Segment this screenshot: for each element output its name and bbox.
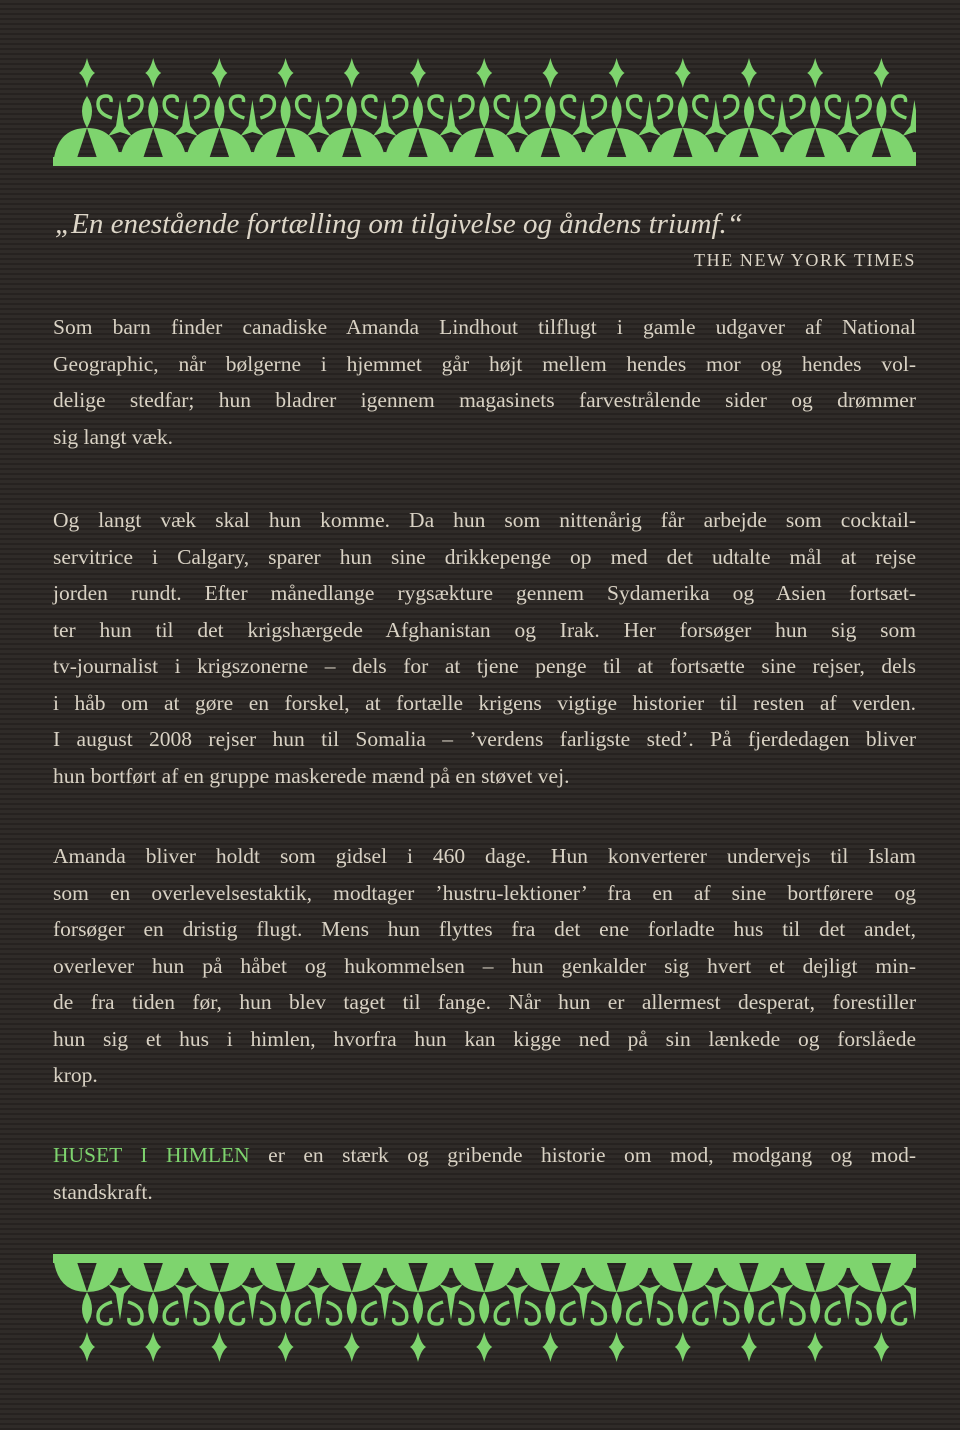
book-title: HUSET I HIMLEN bbox=[53, 1143, 250, 1167]
ornamental-border-top bbox=[0, 40, 960, 170]
text-line: delige stedfar; hun bladrer igennem magasinets farvestrålende sider og drømmer bbox=[53, 388, 916, 412]
text-line: Amanda bliver holdt som gidsel i 460 dage. Hun konverterer undervejs til Islam bbox=[53, 844, 916, 868]
text-line: Geographic, når bølgerne i hjemmet går højt mellem hendes mor og hendes vol- bbox=[53, 351, 916, 376]
text-line: ter hun til det krigshærgede Afghanistan og Irak. Her forsøger hun sig som bbox=[53, 617, 916, 642]
review-quote: „En enestående fortælling om tilgivelse og åndens triumf.“ bbox=[55, 208, 743, 240]
text-line: forsøger en dristig flugt. Mens hun flyttes fra det ene forladte hus til det andet, bbox=[53, 917, 916, 941]
text-line: tv-journalist i krigszonerne – dels for at tjene penge til at fortsætte sine rejser, dels bbox=[53, 654, 916, 678]
text-line: som en overlevelsestaktik, modtager ’hustru-lektioner’ fra en af sine bortførere og bbox=[53, 880, 916, 905]
paragraph-3 bbox=[53, 838, 916, 1094]
text-line: Og langt væk skal hun komme. Da hun som nittenårig får arbejde som cocktail- bbox=[53, 508, 916, 532]
text-line: de fra tiden før, hun blev taget til fange. Når hun er allermest desperat, forestiller bbox=[53, 990, 916, 1014]
text-line: overlever hun på håbet og hukommelsen – hun genkalder sig hvert et dejligt min- bbox=[53, 953, 916, 978]
text-line: sig langt væk. bbox=[53, 424, 174, 449]
closing-text-end: standskraft. bbox=[53, 1179, 153, 1204]
text-line: hun bortført af en gruppe maskerede mænd på en støvet vej. bbox=[53, 763, 570, 788]
text-line: krop. bbox=[53, 1063, 98, 1087]
closing-text: er en stærk og gribende historie om mod, modgang og mod- bbox=[249, 1143, 916, 1167]
ornamental-border-bottom bbox=[0, 1250, 960, 1380]
text-line: jorden rundt. Efter månedlange rygsækture gennem Sydamerika og Asien fortsæt- bbox=[53, 581, 916, 605]
text-line: i håb om at gøre en forskel, at fortælle krigens vigtige historier til resten af verden. bbox=[53, 690, 916, 715]
closing-paragraph bbox=[53, 1137, 916, 1210]
text-line: servitrice i Calgary, sparer hun sine drikkepenge op med det udtalte mål at rejse bbox=[53, 544, 916, 569]
paragraph-1 bbox=[53, 309, 916, 455]
text-line: I august 2008 rejser hun til Somalia – ’verdens farligste sted’. På fjerdedagen bliver bbox=[53, 727, 916, 751]
text-line: Som barn finder canadiske Amanda Lindhout tilflugt i gamle udgaver af National bbox=[53, 315, 916, 339]
paragraph-2 bbox=[53, 502, 916, 794]
quote-source: THE NEW YORK TIMES bbox=[694, 250, 916, 270]
text-line: hun sig et hus i himlen, hvorfra hun kan kigge ned på sin lænkede og forslåede bbox=[53, 1026, 916, 1051]
